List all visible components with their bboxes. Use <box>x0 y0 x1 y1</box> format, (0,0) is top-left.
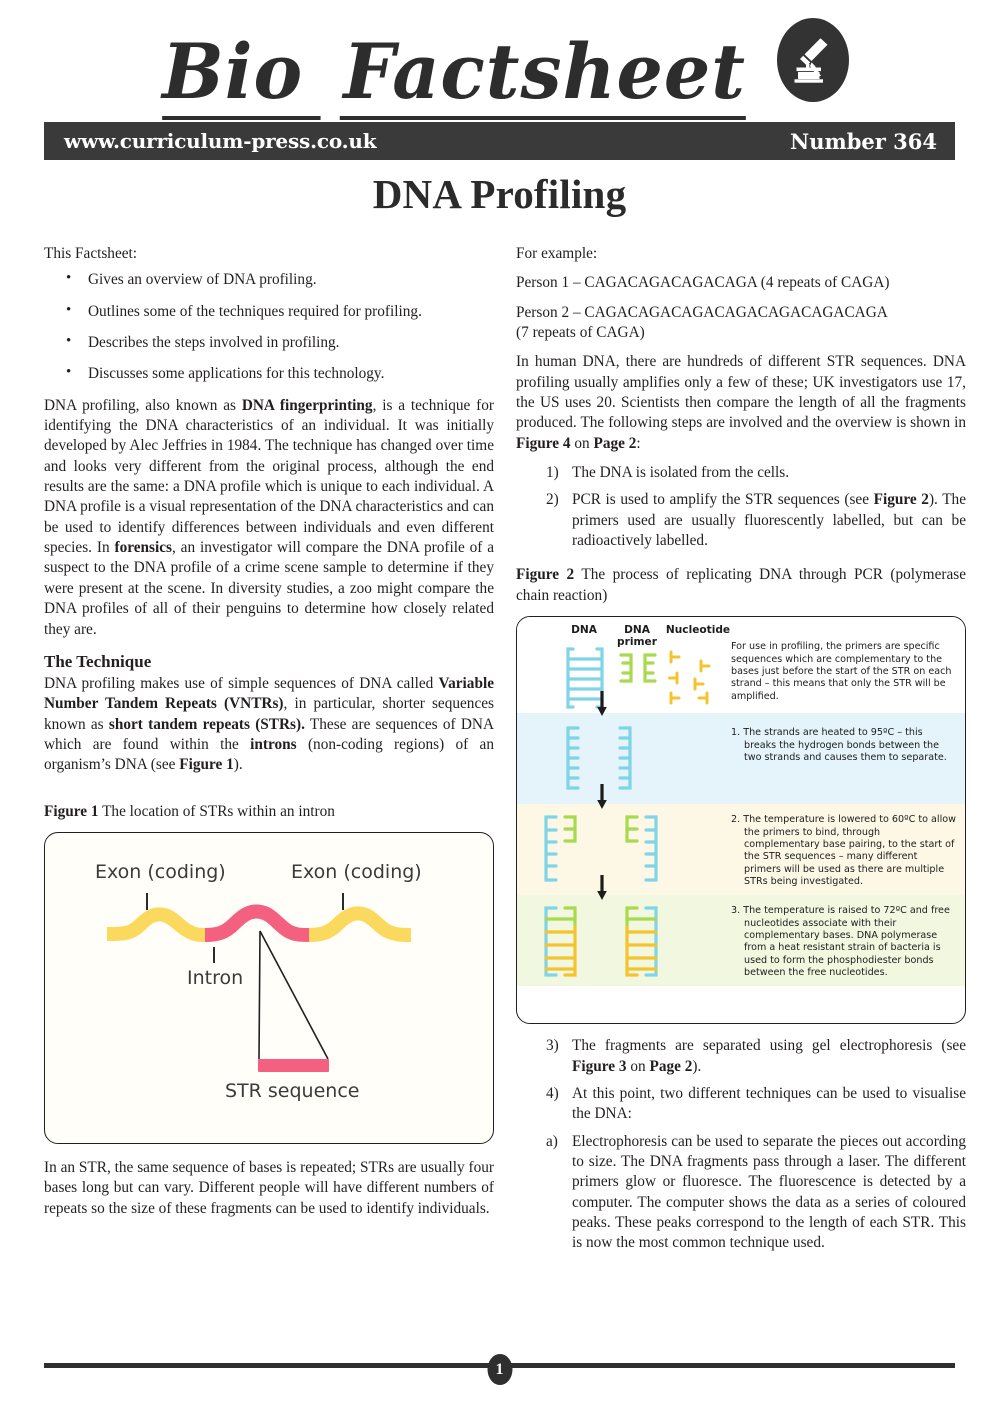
example-person-2-repeats: (7 repeats of CAGA) <box>516 324 645 342</box>
ref-figure-3: Figure 3 <box>572 1057 627 1075</box>
issue-number: Number 364 <box>790 128 937 154</box>
page-number-badge: 1 <box>487 1354 512 1385</box>
paragraph-overview <box>44 396 494 640</box>
step-marker: 4) <box>546 1084 559 1102</box>
list-item <box>546 463 966 483</box>
step-text: The DNA is isolated from the cells. <box>572 464 790 482</box>
figure-2-step-2-text: 2. The temperature is lowered to 60ºC to allow the primers to bind, through complementary base pairing, to the start of the STR sequences – many different primers will be used as there are multiple STRs being investigated. <box>731 814 956 888</box>
ref-figure-4: Figure 4 <box>516 434 571 452</box>
list-item <box>546 1084 966 1125</box>
text-run: DNA profiling makes use of simple sequences of DNA called <box>44 674 439 692</box>
list-item: • Describes the steps involved in profiling. <box>74 333 494 353</box>
ref-figure-1: Figure 1 <box>179 756 234 774</box>
figure-2-panel-denaturation <box>517 713 965 804</box>
text-run: , is a technique for identifying the DNA characteristics of an individual. It was initially developed by Alec Jeffries in 1984. The technique has changed over time and looks very different from the original process, although the end results are the same: a DNA profile which is unique to each individual. A DNA profile is a visual representation of the DNA characteristics and can be used to identify differences between individuals and even different species. In <box>44 396 494 557</box>
figure-1-intron-label: Intron <box>187 966 244 989</box>
term-dna-fingerprinting: DNA fingerprinting <box>241 396 373 414</box>
figure-2-caption-text: The process of replicating DNA through PCR (polymerase chain reaction) <box>516 566 966 604</box>
step-text: PCR is used to amplify the STR sequences (see <box>572 491 874 509</box>
ref-figure-2: Figure 2 <box>873 491 929 509</box>
step-marker: 3) <box>546 1037 559 1055</box>
text-run: , an investigator will compare the DNA profile of a suspect to the DNA profile of a crime scene sample to determine if they were present at the scene. In diversity studies, a zoo might compare the DNA profiles of all of their penguins to determine how closely related they are. <box>44 539 494 638</box>
figure-2-panel-extension <box>517 895 965 986</box>
text-run: In human DNA, there are hundreds of different STR sequences. DNA profiling usually amplifies only a few of these; UK investigators use 17, the US uses 20. Scientists then compare the length of all the fragments produced. The following steps are involved and the overview is shown in <box>516 353 966 432</box>
figure-1-str-label: STR sequence <box>225 1079 360 1102</box>
figure-2-col-primer-line1: DNA <box>624 624 650 637</box>
paragraph-str-repeats: In an STR, the same sequence of bases is repeated; STRs are usually four bases long but can vary. Different people will have different numbers of repeats so the size of these fragments can be used to identify individuals. <box>44 1158 494 1217</box>
step-text: on <box>626 1057 650 1075</box>
masthead <box>44 0 955 154</box>
figure-2-step-2 <box>731 814 957 888</box>
figure-2-diagram <box>516 616 966 1024</box>
text-run: : <box>636 434 641 452</box>
ref-page-2: Page 2 <box>649 1057 693 1075</box>
figure-2-step-3 <box>731 905 957 979</box>
figure-2-panel-annealing <box>517 804 965 895</box>
list-item <box>546 1036 966 1077</box>
factsheet-intro-label: This Factsheet: <box>44 245 138 262</box>
term-str: short tandem repeats (STRs). <box>108 715 305 733</box>
brand-wordmark <box>162 27 747 116</box>
figure-2-separated-strands <box>565 725 645 791</box>
figure-2-step-1 <box>731 727 957 764</box>
step-text: ). <box>692 1057 702 1075</box>
step-marker: a) <box>546 1132 558 1150</box>
page-title: DNA Profiling <box>372 171 627 217</box>
example-label: For example: <box>516 245 598 262</box>
right-column <box>516 244 966 1262</box>
page-footer <box>44 1354 955 1376</box>
figure-2-label: Figure 2 <box>516 566 575 584</box>
step-marker: 2) <box>546 491 559 509</box>
two-column-body <box>44 244 966 1262</box>
figure-2-col-nucleotide: Nucleotide <box>665 624 731 637</box>
figure-2-free-nucleotides <box>667 649 733 707</box>
list-item: • Discusses some applications for this technology. <box>74 364 494 384</box>
section-heading-technique: The Technique <box>44 651 152 671</box>
figure-1-caption <box>44 802 494 822</box>
factsheet-bullet-list <box>44 270 494 384</box>
steps-list-bottom <box>516 1036 966 1253</box>
website-bar <box>44 122 955 160</box>
figure-2-primers <box>617 653 659 685</box>
microscope-icon <box>777 18 849 102</box>
text-run: DNA profiling, also known as <box>44 396 242 414</box>
figure-2-col-dna: DNA <box>571 624 597 637</box>
figure-2-col-primer-line2: primer <box>617 635 657 648</box>
figure-2-step-3-text: 3. The temperature is raised to 72ºC and free nucleotides associate with their complementary bases. DNA polymerase from a heat resistant strain of bacteria is used to form the phosphodiester bonds between the free nucleotides. <box>731 905 950 979</box>
list-item: • Outlines some of the techniques required for profiling. <box>74 302 494 322</box>
figure-2-step-1-text: 1. The strands are heated to 95ºC – this breaks the hydrogen bonds between the two strands and causes them to separate. <box>731 727 947 763</box>
step-text: At this point, two different techniques can be used to visualise the DNA: <box>572 1084 966 1123</box>
steps-list-top <box>516 463 966 551</box>
figure-1-caption-text: The location of STRs within an intron <box>98 802 335 820</box>
figure-2-primers-bound <box>543 814 659 884</box>
figure-1-label: Figure 1 <box>44 802 99 820</box>
list-item <box>546 1132 966 1254</box>
text-run: (non-coding regions) of an organism’s DNA (see <box>44 735 494 774</box>
figure-1-exon-left-label: Exon (coding) <box>95 860 226 883</box>
example-person-1: Person 1 – CAGACAGACAGACAGA (4 repeats of CAGA) <box>516 274 890 292</box>
step-text: ). The primers used are usually fluorescently labelled, but can be radioactively labelled. <box>572 491 966 550</box>
ref-page-2: Page 2 <box>593 434 637 452</box>
term-forensics: forensics <box>114 539 172 557</box>
website-url: www.curriculum-press.co.uk <box>64 129 377 153</box>
paragraph-technique <box>44 674 494 776</box>
figure-2-col-primer <box>613 625 661 648</box>
paragraph-human-dna <box>516 352 966 454</box>
brand-word-bio: Bio <box>163 27 321 120</box>
example-person-2-sequence: Person 2 – CAGACAGACAGACAGACAGACAGACAGA <box>516 303 888 321</box>
list-item <box>546 490 966 551</box>
down-arrow-icon <box>595 784 609 810</box>
term-vntr: Variable Number Tandem Repeats (VNTRs) <box>44 674 494 713</box>
figure-1-str-bar <box>258 1059 329 1072</box>
figure-2-extended-strands <box>543 905 659 979</box>
text-run: ). <box>233 756 243 774</box>
step-marker: 1) <box>546 464 559 482</box>
text-run: These are sequences of DNA which are found within the <box>44 715 494 753</box>
figure-1-tick-intron <box>213 947 215 963</box>
figure-2-note-primers: For use in profiling, the primers are specific sequences which are complementary to the bases just before the start of the STR on each strand – this means that only the STR will be amplified. <box>731 641 952 702</box>
example-person-2 <box>516 303 966 344</box>
figure-1-exon-right-label: Exon (coding) <box>291 860 422 883</box>
step-text: The fragments are separated using gel electrophoresis (see <box>572 1037 966 1055</box>
text-run: , in particular, shorter sequences known as <box>44 695 494 733</box>
brand-logo <box>44 0 955 116</box>
list-item: • Gives an overview of DNA profiling. <box>74 270 494 290</box>
figure-2-caption <box>516 565 966 606</box>
left-column <box>44 244 494 1262</box>
down-arrow-icon <box>595 691 609 717</box>
down-arrow-icon <box>595 875 609 901</box>
text-run: on <box>570 434 594 452</box>
step-text: Electrophoresis can be used to separate the pieces out according to size. The DNA fragments pass through a laser. The different primers glow or fluoresce. The fluorescence is detected by a computer. The computer shows the data as a series of coloured peaks. These peaks correspond to the length of each STR. This is now the most common technique used. <box>572 1132 966 1252</box>
figure-1-diagram <box>44 832 494 1144</box>
term-introns: introns <box>250 735 297 753</box>
brand-word-factsheet: Factsheet <box>340 27 746 120</box>
